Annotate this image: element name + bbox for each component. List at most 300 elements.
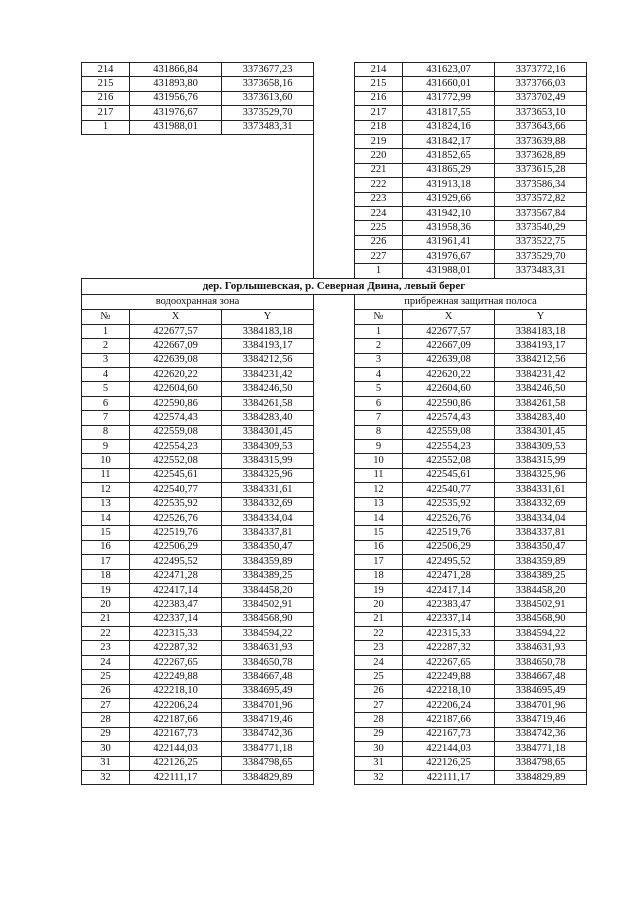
x-coordinate-cell: 431660,01 (403, 77, 495, 91)
x-coordinate-cell: 422506,29 (130, 540, 222, 554)
point-number-cell: 25 (355, 670, 403, 684)
y-coordinate-cell: 3384315,99 (222, 454, 314, 468)
gap-cell (314, 425, 355, 439)
y-coordinate-cell: 3373702,49 (495, 91, 587, 105)
x-coordinate-cell: 422526,76 (130, 511, 222, 525)
x-coordinate-cell: 422218,10 (403, 684, 495, 698)
y-coordinate-cell: 3384359,89 (495, 555, 587, 569)
x-coordinate-cell: 422206,24 (403, 699, 495, 713)
point-number-cell: 15 (355, 526, 403, 540)
table-row (82, 598, 587, 612)
y-coordinate-cell: 3384458,20 (495, 583, 587, 597)
x-coordinate-cell: 422667,09 (403, 339, 495, 353)
point-number-cell: 16 (82, 540, 130, 554)
point-number-cell: 30 (355, 742, 403, 756)
table-row (82, 497, 587, 511)
gap-cell (314, 713, 355, 727)
gap-cell (314, 120, 355, 134)
y-coordinate-cell: 3384359,89 (222, 555, 314, 569)
x-coordinate-cell: 422677,57 (130, 324, 222, 338)
x-coordinate-cell: 422667,09 (130, 339, 222, 353)
gap-cell (314, 439, 355, 453)
y-coordinate-cell: 3384193,17 (495, 339, 587, 353)
x-coordinate-cell: 431956,76 (130, 91, 222, 105)
table-row (82, 91, 587, 105)
empty-cell (222, 192, 314, 206)
y-coordinate-cell: 3384568,90 (222, 612, 314, 626)
y-coordinate-cell: 3384742,36 (495, 727, 587, 741)
empty-cell (82, 235, 130, 249)
table-row (82, 511, 587, 525)
x-coordinate-cell: 422552,08 (130, 454, 222, 468)
x-coordinate-cell: 422574,43 (130, 411, 222, 425)
y-coordinate-cell: 3373643,66 (495, 120, 587, 134)
table-row (82, 655, 587, 669)
gap-cell (314, 396, 355, 410)
column-header: № (355, 309, 403, 324)
section-title: дер. Горлышевская, р. Северная Двина, левый берег (82, 278, 587, 294)
section-title-row (82, 278, 587, 294)
y-coordinate-cell: 3384502,91 (495, 598, 587, 612)
gap-cell (314, 555, 355, 569)
x-coordinate-cell: 422526,76 (403, 511, 495, 525)
table-row (82, 770, 587, 784)
gap-cell (314, 149, 355, 163)
empty-cell (222, 178, 314, 192)
x-coordinate-cell: 422545,61 (130, 468, 222, 482)
point-number-cell: 17 (82, 555, 130, 569)
point-number-cell: 27 (355, 699, 403, 713)
point-number-cell: 28 (355, 713, 403, 727)
x-coordinate-cell: 422574,43 (403, 411, 495, 425)
x-coordinate-cell: 422111,17 (130, 770, 222, 784)
gap-cell (314, 454, 355, 468)
x-coordinate-cell: 422315,33 (403, 627, 495, 641)
x-coordinate-cell: 422471,28 (130, 569, 222, 583)
point-number-cell: 222 (355, 178, 403, 192)
point-number-cell: 29 (82, 727, 130, 741)
table-row (82, 483, 587, 497)
y-coordinate-cell: 3373522,75 (495, 235, 587, 249)
x-coordinate-cell: 431929,66 (403, 192, 495, 206)
point-number-cell: 221 (355, 163, 403, 177)
gap-cell (314, 163, 355, 177)
point-number-cell: 24 (355, 655, 403, 669)
empty-cell (82, 221, 130, 235)
empty-cell (82, 149, 130, 163)
table-row (82, 353, 587, 367)
y-coordinate-cell: 3384389,25 (495, 569, 587, 583)
y-coordinate-cell: 3373483,31 (222, 120, 314, 134)
gap-cell (314, 221, 355, 235)
y-coordinate-cell: 3384315,99 (495, 454, 587, 468)
gap-cell (314, 353, 355, 367)
x-coordinate-cell: 431893,80 (130, 77, 222, 91)
gap-cell (314, 468, 355, 482)
column-header: Y (495, 309, 587, 324)
point-number-cell: 13 (355, 497, 403, 511)
x-coordinate-cell: 422677,57 (403, 324, 495, 338)
gap-cell (314, 324, 355, 338)
x-coordinate-cell: 422554,23 (130, 439, 222, 453)
y-coordinate-cell: 3384309,53 (495, 439, 587, 453)
table-row (82, 756, 587, 770)
point-number-cell: 214 (82, 63, 130, 77)
gap-cell (314, 294, 355, 309)
table-row (82, 396, 587, 410)
empty-cell (130, 149, 222, 163)
x-coordinate-cell: 431988,01 (130, 120, 222, 134)
point-number-cell: 14 (355, 511, 403, 525)
x-coordinate-cell: 422126,25 (403, 756, 495, 770)
y-coordinate-cell: 3384325,96 (495, 468, 587, 482)
y-coordinate-cell: 3384771,18 (495, 742, 587, 756)
y-coordinate-cell: 3384337,81 (495, 526, 587, 540)
gap-cell (314, 627, 355, 641)
y-coordinate-cell: 3384389,25 (222, 569, 314, 583)
table-row (82, 206, 587, 220)
x-coordinate-cell: 431866,84 (130, 63, 222, 77)
y-coordinate-cell: 3373529,70 (222, 106, 314, 120)
x-coordinate-cell: 422545,61 (403, 468, 495, 482)
empty-cell (130, 250, 222, 264)
point-number-cell: 6 (355, 396, 403, 410)
column-header-row (82, 309, 587, 324)
x-coordinate-cell: 422540,77 (403, 483, 495, 497)
gap-cell (314, 641, 355, 655)
x-coordinate-cell: 431961,41 (403, 235, 495, 249)
y-coordinate-cell: 3373639,88 (495, 134, 587, 148)
table-row (82, 569, 587, 583)
point-number-cell: 24 (82, 655, 130, 669)
gap-cell (314, 684, 355, 698)
table-row (82, 235, 587, 249)
point-number-cell: 26 (355, 684, 403, 698)
table-row (82, 526, 587, 540)
x-coordinate-cell: 422144,03 (403, 742, 495, 756)
x-coordinate-cell: 422620,22 (130, 368, 222, 382)
y-coordinate-cell: 3384350,47 (222, 540, 314, 554)
gap-cell (314, 526, 355, 540)
x-coordinate-cell: 422287,32 (130, 641, 222, 655)
x-coordinate-cell: 422495,52 (403, 555, 495, 569)
right-subtitle: прибрежная защитная полоса (355, 294, 587, 309)
x-coordinate-cell: 422417,14 (403, 583, 495, 597)
point-number-cell: 216 (355, 91, 403, 105)
empty-cell (82, 178, 130, 192)
point-number-cell: 10 (355, 454, 403, 468)
coordinate-document (81, 62, 586, 785)
point-number-cell: 5 (355, 382, 403, 396)
x-coordinate-cell: 422267,65 (130, 655, 222, 669)
table-row (82, 250, 587, 264)
y-coordinate-cell: 3384183,18 (495, 324, 587, 338)
empty-cell (222, 264, 314, 278)
y-coordinate-cell: 3373772,16 (495, 63, 587, 77)
point-number-cell: 4 (82, 368, 130, 382)
point-number-cell: 215 (355, 77, 403, 91)
empty-cell (130, 206, 222, 220)
y-coordinate-cell: 3384283,40 (495, 411, 587, 425)
x-coordinate-cell: 422383,47 (403, 598, 495, 612)
table-row (82, 713, 587, 727)
empty-cell (222, 235, 314, 249)
x-coordinate-cell: 431772,99 (403, 91, 495, 105)
x-coordinate-cell: 422206,24 (130, 699, 222, 713)
x-coordinate-cell: 422535,92 (130, 497, 222, 511)
gap-cell (314, 699, 355, 713)
gap-cell (314, 411, 355, 425)
gap-cell (314, 770, 355, 784)
point-number-cell: 4 (355, 368, 403, 382)
x-coordinate-cell: 431623,07 (403, 63, 495, 77)
table-row (82, 555, 587, 569)
x-coordinate-cell: 422249,88 (130, 670, 222, 684)
gap-cell (314, 756, 355, 770)
y-coordinate-cell: 3384701,96 (222, 699, 314, 713)
table-row (82, 368, 587, 382)
point-number-cell: 220 (355, 149, 403, 163)
x-coordinate-cell: 422267,65 (403, 655, 495, 669)
point-number-cell: 20 (355, 598, 403, 612)
point-number-cell: 215 (82, 77, 130, 91)
table-row (82, 134, 587, 148)
y-coordinate-cell: 3384309,53 (222, 439, 314, 453)
y-coordinate-cell: 3373529,70 (495, 250, 587, 264)
y-coordinate-cell: 3384594,22 (495, 627, 587, 641)
gap-cell (314, 540, 355, 554)
x-coordinate-cell: 431913,18 (403, 178, 495, 192)
x-coordinate-cell: 422126,25 (130, 756, 222, 770)
point-number-cell: 8 (355, 425, 403, 439)
gap-cell (314, 569, 355, 583)
point-number-cell: 8 (82, 425, 130, 439)
empty-cell (222, 134, 314, 148)
point-number-cell: 26 (82, 684, 130, 698)
x-coordinate-cell: 422187,66 (130, 713, 222, 727)
table-row (82, 540, 587, 554)
y-coordinate-cell: 3384183,18 (222, 324, 314, 338)
y-coordinate-cell: 3384332,69 (222, 497, 314, 511)
y-coordinate-cell: 3384719,46 (222, 713, 314, 727)
y-coordinate-cell: 3373658,16 (222, 77, 314, 91)
point-number-cell: 217 (355, 106, 403, 120)
x-coordinate-cell: 422315,33 (130, 627, 222, 641)
y-coordinate-cell: 3384631,93 (495, 641, 587, 655)
table-row (82, 439, 587, 453)
point-number-cell: 28 (82, 713, 130, 727)
point-number-cell: 216 (82, 91, 130, 105)
y-coordinate-cell: 3384631,93 (222, 641, 314, 655)
x-coordinate-cell: 422167,73 (403, 727, 495, 741)
point-number-cell: 1 (82, 324, 130, 338)
gap-cell (314, 235, 355, 249)
empty-cell (222, 149, 314, 163)
y-coordinate-cell: 3384719,46 (495, 713, 587, 727)
y-coordinate-cell: 3384650,78 (495, 655, 587, 669)
y-coordinate-cell: 3384829,89 (495, 770, 587, 784)
gap-cell (314, 612, 355, 626)
table-row (82, 583, 587, 597)
empty-cell (222, 206, 314, 220)
gap-cell (314, 192, 355, 206)
point-number-cell: 5 (82, 382, 130, 396)
gap-cell (314, 339, 355, 353)
point-number-cell: 19 (355, 583, 403, 597)
x-coordinate-cell: 422639,08 (403, 353, 495, 367)
point-number-cell: 7 (82, 411, 130, 425)
y-coordinate-cell: 3384667,48 (495, 670, 587, 684)
y-coordinate-cell: 3384667,48 (222, 670, 314, 684)
point-number-cell: 27 (82, 699, 130, 713)
point-number-cell: 18 (355, 569, 403, 583)
table-row (82, 324, 587, 338)
gap-cell (314, 511, 355, 525)
point-number-cell: 219 (355, 134, 403, 148)
y-coordinate-cell: 3384331,61 (495, 483, 587, 497)
empty-cell (82, 192, 130, 206)
x-coordinate-cell: 422590,86 (130, 396, 222, 410)
y-coordinate-cell: 3373628,89 (495, 149, 587, 163)
table-row (82, 192, 587, 206)
table-row (82, 670, 587, 684)
gap-cell (314, 309, 355, 324)
point-number-cell: 217 (82, 106, 130, 120)
empty-cell (82, 250, 130, 264)
x-coordinate-cell: 431958,36 (403, 221, 495, 235)
coordinate-table-body (82, 63, 587, 785)
y-coordinate-cell: 3384337,81 (222, 526, 314, 540)
x-coordinate-cell: 422218,10 (130, 684, 222, 698)
point-number-cell: 14 (82, 511, 130, 525)
gap-cell (314, 178, 355, 192)
y-coordinate-cell: 3384829,89 (222, 770, 314, 784)
table-row (82, 63, 587, 77)
gap-cell (314, 91, 355, 105)
x-coordinate-cell: 422167,73 (130, 727, 222, 741)
empty-cell (222, 221, 314, 235)
point-number-cell: 20 (82, 598, 130, 612)
x-coordinate-cell: 422506,29 (403, 540, 495, 554)
y-coordinate-cell: 3384212,56 (222, 353, 314, 367)
point-number-cell: 218 (355, 120, 403, 134)
table-row (82, 77, 587, 91)
x-coordinate-cell: 422552,08 (403, 454, 495, 468)
y-coordinate-cell: 3384695,49 (222, 684, 314, 698)
x-coordinate-cell: 422249,88 (403, 670, 495, 684)
point-number-cell: 21 (355, 612, 403, 626)
x-coordinate-cell: 422187,66 (403, 713, 495, 727)
x-coordinate-cell: 422471,28 (403, 569, 495, 583)
table-row (82, 468, 587, 482)
y-coordinate-cell: 3384325,96 (222, 468, 314, 482)
empty-cell (222, 163, 314, 177)
empty-cell (82, 264, 130, 278)
x-coordinate-cell: 422620,22 (403, 368, 495, 382)
empty-cell (222, 250, 314, 264)
y-coordinate-cell: 3384798,65 (222, 756, 314, 770)
gap-cell (314, 77, 355, 91)
x-coordinate-cell: 422337,14 (130, 612, 222, 626)
x-coordinate-cell: 422287,32 (403, 641, 495, 655)
table-row (82, 641, 587, 655)
table-row (82, 627, 587, 641)
table-row (82, 120, 587, 134)
point-number-cell: 18 (82, 569, 130, 583)
point-number-cell: 22 (355, 627, 403, 641)
x-coordinate-cell: 431976,67 (130, 106, 222, 120)
y-coordinate-cell: 3384331,61 (222, 483, 314, 497)
gap-cell (314, 63, 355, 77)
table-row (82, 339, 587, 353)
y-coordinate-cell: 3384212,56 (495, 353, 587, 367)
point-number-cell: 17 (355, 555, 403, 569)
point-number-cell: 16 (355, 540, 403, 554)
column-header: X (403, 309, 495, 324)
x-coordinate-cell: 422519,76 (403, 526, 495, 540)
table-row (82, 382, 587, 396)
point-number-cell: 6 (82, 396, 130, 410)
point-number-cell: 3 (82, 353, 130, 367)
gap-cell (314, 264, 355, 278)
gap-cell (314, 655, 355, 669)
gap-cell (314, 134, 355, 148)
y-coordinate-cell: 3384650,78 (222, 655, 314, 669)
x-coordinate-cell: 422590,86 (403, 396, 495, 410)
point-number-cell: 32 (82, 770, 130, 784)
point-number-cell: 11 (355, 468, 403, 482)
y-coordinate-cell: 3384193,17 (222, 339, 314, 353)
point-number-cell: 227 (355, 250, 403, 264)
section-subtitle-row (82, 294, 587, 309)
point-number-cell: 1 (355, 264, 403, 278)
gap-cell (314, 727, 355, 741)
point-number-cell: 23 (355, 641, 403, 655)
table-row (82, 178, 587, 192)
point-number-cell: 7 (355, 411, 403, 425)
point-number-cell: 31 (355, 756, 403, 770)
y-coordinate-cell: 3373613,60 (222, 91, 314, 105)
x-coordinate-cell: 422639,08 (130, 353, 222, 367)
table-row (82, 727, 587, 741)
y-coordinate-cell: 3384771,18 (222, 742, 314, 756)
x-coordinate-cell: 422559,08 (130, 425, 222, 439)
y-coordinate-cell: 3373653,10 (495, 106, 587, 120)
point-number-cell: 10 (82, 454, 130, 468)
empty-cell (130, 264, 222, 278)
table-row (82, 106, 587, 120)
table-row (82, 699, 587, 713)
x-coordinate-cell: 422383,47 (130, 598, 222, 612)
empty-cell (130, 134, 222, 148)
y-coordinate-cell: 3384502,91 (222, 598, 314, 612)
left-subtitle: водоохранная зона (82, 294, 314, 309)
y-coordinate-cell: 3384594,22 (222, 627, 314, 641)
gap-cell (314, 598, 355, 612)
empty-cell (82, 134, 130, 148)
table-row (82, 221, 587, 235)
column-header: X (130, 309, 222, 324)
y-coordinate-cell: 3373483,31 (495, 264, 587, 278)
point-number-cell: 31 (82, 756, 130, 770)
x-coordinate-cell: 422495,52 (130, 555, 222, 569)
y-coordinate-cell: 3384695,49 (495, 684, 587, 698)
y-coordinate-cell: 3384798,65 (495, 756, 587, 770)
point-number-cell: 29 (355, 727, 403, 741)
x-coordinate-cell: 431817,55 (403, 106, 495, 120)
x-coordinate-cell: 422519,76 (130, 526, 222, 540)
table-row (82, 149, 587, 163)
